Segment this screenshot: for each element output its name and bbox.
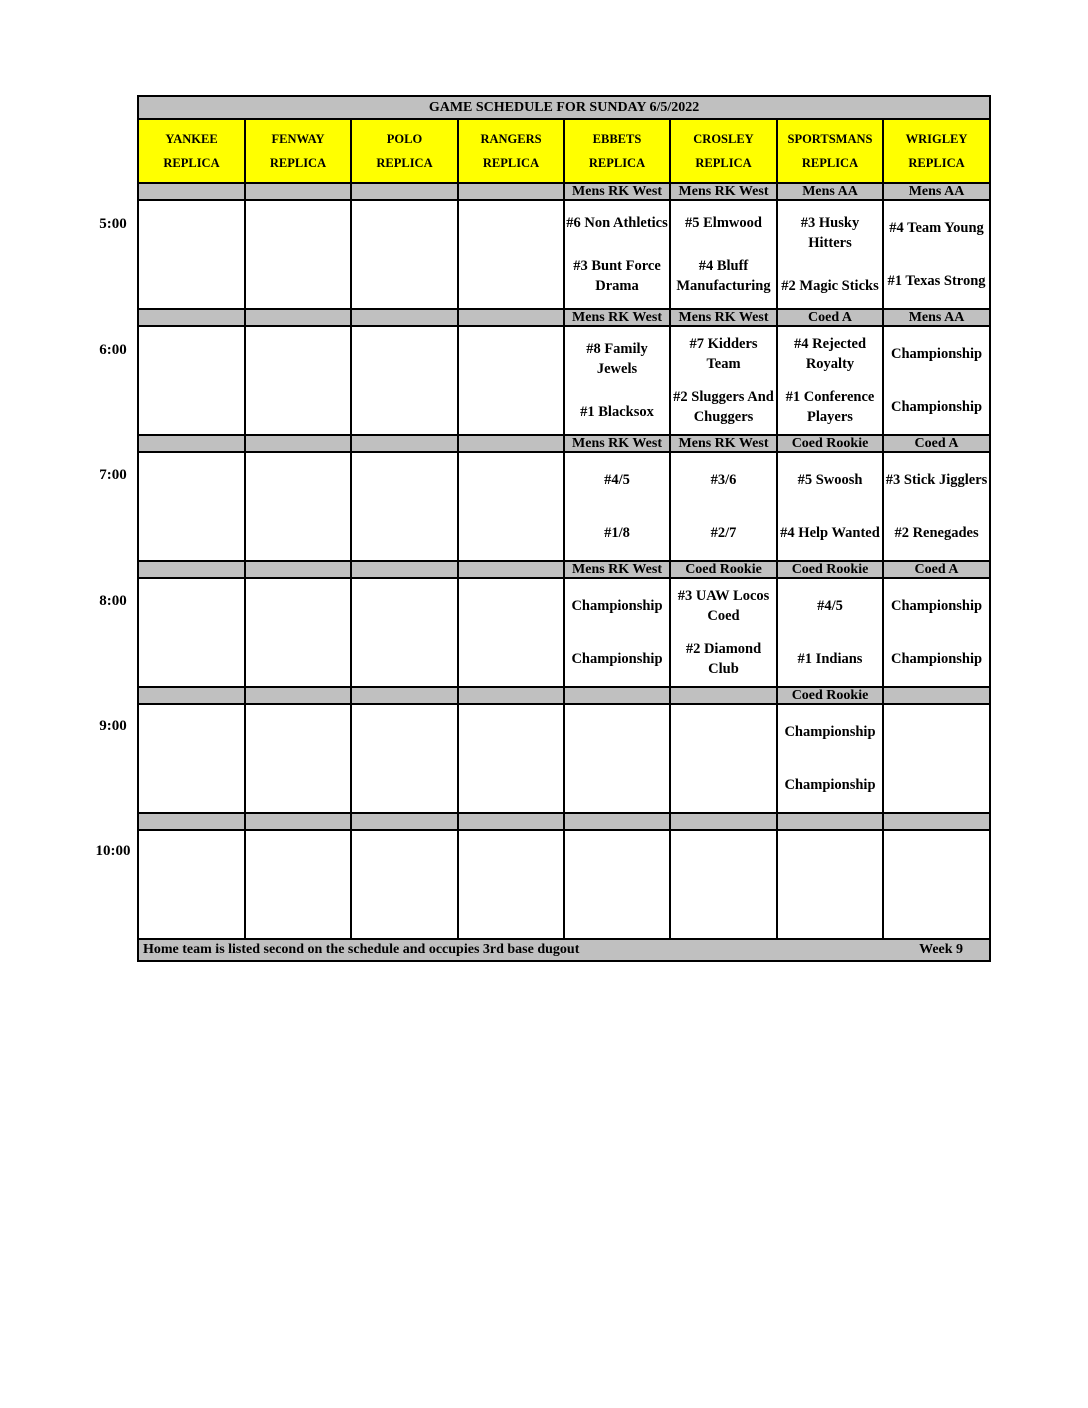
away-team: #4 Rejected Royalty [793, 336, 867, 373]
division-label [564, 687, 670, 704]
matchup [139, 580, 244, 685]
field-name: FENWAY [271, 132, 325, 146]
game-cell [777, 452, 883, 561]
matchup [565, 706, 669, 811]
game-cell [458, 578, 564, 687]
matchup [139, 328, 244, 433]
division-label [458, 183, 564, 200]
matchup [565, 328, 669, 433]
game-cell [883, 830, 990, 939]
away-team: #8 Family Jewels [586, 341, 648, 378]
game-cell [351, 578, 458, 687]
field-header [883, 119, 990, 183]
matchup [139, 832, 244, 937]
division-label [245, 813, 351, 830]
title-row [138, 96, 990, 119]
footer-cell [138, 939, 990, 961]
division-label [138, 183, 245, 200]
game-cell [883, 452, 990, 561]
matchup [884, 328, 989, 433]
game-cell [351, 704, 458, 813]
division-label: Coed Rookie [670, 561, 777, 578]
division-label [138, 561, 245, 578]
game-cell [138, 704, 245, 813]
home-team-note: Home team is listed second on the schedule and occupies 3rd base dugout [143, 942, 580, 957]
division-label [564, 813, 670, 830]
division-label: Coed Rookie [777, 687, 883, 704]
matchup [459, 454, 563, 559]
field-header [777, 119, 883, 183]
time-label: 7:00 [99, 467, 127, 483]
division-label [351, 687, 458, 704]
division-label [777, 813, 883, 830]
division-label: Mens AA [883, 309, 990, 326]
home-team: #1 Indians [797, 650, 863, 667]
game-cell [777, 200, 883, 309]
division-label [670, 813, 777, 830]
game-slot-row [138, 200, 990, 309]
division-label: Mens RK West [564, 183, 670, 200]
away-team: #5 Swoosh [797, 472, 863, 489]
game-cell [670, 200, 777, 309]
home-team: #3 Bunt Force Drama [573, 257, 661, 294]
matchup [246, 580, 350, 685]
division-label [245, 687, 351, 704]
field-header [670, 119, 777, 183]
game-cell [564, 326, 670, 435]
matchup [884, 454, 989, 559]
game-cell [883, 578, 990, 687]
matchup [352, 706, 457, 811]
matchup [671, 580, 776, 685]
away-team: #4/5 [604, 472, 630, 489]
division-row [138, 561, 990, 578]
away-team: #3 Husky Hitters [800, 215, 860, 252]
matchup [671, 202, 776, 307]
home-team: #2 Magic Sticks [781, 277, 879, 294]
field-name: CROSLEY [693, 132, 754, 146]
division-label [883, 687, 990, 704]
matchup [884, 580, 989, 685]
division-row [138, 435, 990, 452]
matchup [246, 706, 350, 811]
game-cell [458, 830, 564, 939]
matchup [671, 706, 776, 811]
game-cell [458, 326, 564, 435]
away-team: #3 Stick Jigglers [885, 472, 988, 489]
field-subtitle: REPLICA [801, 156, 859, 170]
division-label [351, 561, 458, 578]
game-cell [458, 452, 564, 561]
time-label: 10:00 [95, 843, 131, 859]
division-label: Mens AA [777, 183, 883, 200]
home-team: #1 Blacksox [580, 403, 654, 420]
week-label: Week 9 [919, 942, 964, 957]
game-cell [777, 578, 883, 687]
division-label [138, 813, 245, 830]
field-subtitle: REPLICA [269, 156, 327, 170]
division-label [458, 561, 564, 578]
matchup [459, 328, 563, 433]
matchup [139, 202, 244, 307]
matchup [778, 454, 882, 559]
matchup [352, 202, 457, 307]
home-team: Championship [890, 398, 983, 415]
matchup [565, 202, 669, 307]
game-cell [138, 578, 245, 687]
time-label: 8:00 [99, 593, 127, 609]
division-row [138, 813, 990, 830]
field-name: EBBETS [592, 132, 642, 146]
division-row [138, 687, 990, 704]
division-label: Mens RK West [670, 435, 777, 452]
division-row [138, 309, 990, 326]
matchup [778, 328, 882, 433]
game-cell [564, 578, 670, 687]
game-cell [670, 578, 777, 687]
footer-row [138, 939, 990, 961]
game-cell [777, 830, 883, 939]
matchup [565, 454, 669, 559]
matchup [884, 706, 989, 811]
division-row [138, 183, 990, 200]
field-subtitle: REPLICA [695, 156, 752, 170]
division-label: Mens RK West [564, 435, 670, 452]
game-cell [564, 704, 670, 813]
division-label [138, 309, 245, 326]
game-cell [670, 326, 777, 435]
away-team: #7 Kidders Team [689, 336, 758, 373]
away-team: Championship [784, 724, 876, 741]
game-cell [245, 326, 351, 435]
schedule-table [137, 95, 991, 962]
schedule-title: GAME SCHEDULE FOR SUNDAY 6/5/2022 [138, 96, 990, 119]
division-label: Mens RK West [670, 309, 777, 326]
game-slot-row [138, 704, 990, 813]
away-team: Championship [890, 346, 983, 363]
home-team: #4 Bluff Manufacturing [676, 257, 771, 294]
division-label: Coed A [777, 309, 883, 326]
division-label [883, 813, 990, 830]
field-name: RANGERS [480, 132, 542, 146]
matchup [352, 580, 457, 685]
matchup [246, 328, 350, 433]
division-label [245, 561, 351, 578]
home-team: Championship [890, 650, 983, 667]
home-team: #1/8 [604, 524, 630, 541]
division-label [351, 183, 458, 200]
game-cell [245, 578, 351, 687]
game-cell [883, 326, 990, 435]
division-label: Mens RK West [670, 183, 777, 200]
away-team: Championship [571, 598, 663, 615]
division-label: Coed Rookie [777, 561, 883, 578]
field-subtitle: REPLICA [163, 156, 220, 170]
game-slot-row [138, 326, 990, 435]
matchup [352, 832, 457, 937]
game-cell [245, 704, 351, 813]
home-team: #2 Diamond Club [685, 640, 762, 677]
division-label: Mens RK West [564, 561, 670, 578]
game-cell [777, 326, 883, 435]
division-label [351, 309, 458, 326]
game-cell [458, 704, 564, 813]
division-label [245, 435, 351, 452]
matchup [459, 580, 563, 685]
home-team: #2 Sluggers And Chuggers [673, 388, 774, 425]
matchup [671, 328, 776, 433]
field-name: POLO [386, 132, 423, 146]
matchup [459, 202, 563, 307]
game-cell [138, 830, 245, 939]
division-label [138, 435, 245, 452]
field-name: SPORTSMANS [787, 132, 873, 146]
game-cell [351, 830, 458, 939]
division-label: Mens RK West [564, 309, 670, 326]
field-header [138, 119, 245, 183]
home-team: #1 Conference Players [785, 388, 875, 425]
game-cell [351, 200, 458, 309]
field-subtitle: REPLICA [908, 156, 965, 170]
field-subtitle: REPLICA [376, 156, 433, 170]
game-slot-row [138, 578, 990, 687]
division-label: Coed Rookie [777, 435, 883, 452]
game-cell [670, 704, 777, 813]
field-header [351, 119, 458, 183]
division-label [458, 309, 564, 326]
game-slot-row [138, 830, 990, 939]
division-label [351, 435, 458, 452]
game-cell [245, 452, 351, 561]
away-team: #4 Team Young [889, 220, 984, 237]
field-name: YANKEE [165, 132, 218, 146]
game-cell [564, 200, 670, 309]
field-subtitle: REPLICA [482, 156, 540, 170]
matchup [884, 202, 989, 307]
matchup [565, 580, 669, 685]
matchup [352, 328, 457, 433]
matchup [139, 706, 244, 811]
division-label: Mens AA [883, 183, 990, 200]
home-team: #1 Texas Strong [887, 272, 986, 289]
matchup [671, 832, 776, 937]
field-header [564, 119, 670, 183]
game-cell [245, 830, 351, 939]
away-team: #3 UAW Locos Coed [677, 588, 770, 625]
matchup [246, 202, 350, 307]
game-cell [883, 704, 990, 813]
game-cell [458, 200, 564, 309]
game-cell [138, 200, 245, 309]
home-team: #2/7 [710, 524, 737, 541]
division-label [458, 687, 564, 704]
field-header-row [138, 119, 990, 183]
matchup [778, 580, 882, 685]
game-cell [564, 830, 670, 939]
division-label [458, 813, 564, 830]
home-team: #4 Help Wanted [780, 524, 880, 541]
division-label: Coed A [883, 561, 990, 578]
division-label [245, 309, 351, 326]
division-label [458, 435, 564, 452]
time-label: 5:00 [99, 216, 127, 232]
game-cell [883, 200, 990, 309]
game-cell [138, 326, 245, 435]
matchup [778, 202, 882, 307]
game-slot-row [138, 452, 990, 561]
division-label: Coed A [883, 435, 990, 452]
field-subtitle: REPLICA [588, 156, 646, 170]
game-cell [351, 326, 458, 435]
game-cell [138, 452, 245, 561]
away-team: #5 Elmwood [685, 215, 762, 232]
matchup [459, 832, 563, 937]
home-team: Championship [571, 650, 663, 667]
matchup [352, 454, 457, 559]
time-label: 6:00 [99, 342, 127, 358]
division-label [670, 687, 777, 704]
matchup [565, 832, 669, 937]
matchup [778, 832, 882, 937]
away-team: #3/6 [710, 472, 737, 489]
game-cell [670, 830, 777, 939]
field-name: WRIGLEY [905, 132, 968, 146]
matchup [246, 832, 350, 937]
matchup [671, 454, 776, 559]
division-label [351, 813, 458, 830]
matchup [246, 454, 350, 559]
division-label [138, 687, 245, 704]
away-team: Championship [890, 598, 983, 615]
game-cell [670, 452, 777, 561]
matchup [459, 706, 563, 811]
field-header [245, 119, 351, 183]
home-team: #2 Renegades [894, 524, 979, 541]
game-cell [351, 452, 458, 561]
away-team: #4/5 [817, 598, 843, 615]
game-cell [777, 704, 883, 813]
division-label [245, 183, 351, 200]
away-team: #6 Non Athletics [566, 215, 668, 232]
footer [139, 942, 989, 958]
time-label: 9:00 [99, 718, 127, 734]
matchup [778, 706, 882, 811]
game-cell [564, 452, 670, 561]
home-team: Championship [784, 776, 876, 793]
game-cell [245, 200, 351, 309]
matchup [884, 832, 989, 937]
field-header [458, 119, 564, 183]
matchup [139, 454, 244, 559]
